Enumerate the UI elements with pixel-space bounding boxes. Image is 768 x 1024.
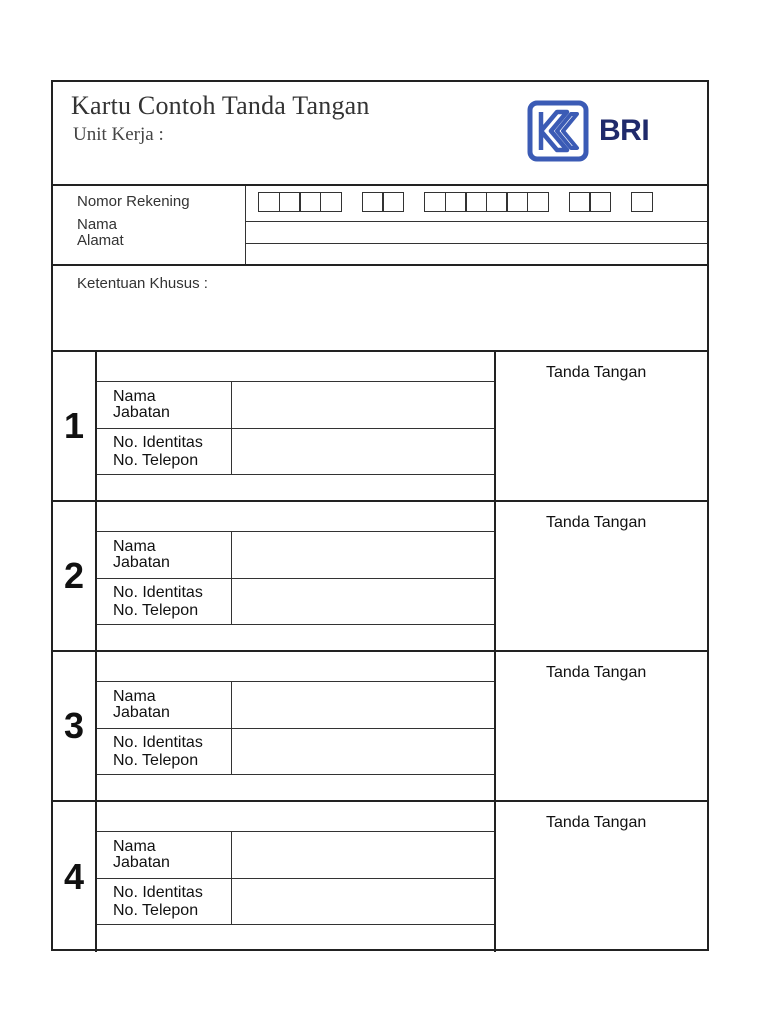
account-box-group[interactable] — [424, 192, 549, 212]
signature-box[interactable] — [496, 652, 707, 800]
signer-header-field[interactable] — [97, 652, 494, 682]
account-box-group[interactable] — [258, 192, 342, 212]
signature-label: Tanda Tangan — [546, 364, 647, 381]
signer-telepon-label: No. Telepon — [113, 602, 199, 619]
signer-section — [53, 352, 707, 502]
ketentuan-khusus-label: Ketentuan Khusus : — [77, 275, 208, 292]
signature-box[interactable] — [496, 502, 707, 650]
signer-details — [97, 802, 496, 952]
signer-number-cell — [53, 802, 97, 952]
signature-label: Tanda Tangan — [546, 814, 647, 831]
signer-details — [97, 352, 496, 500]
nama-label: Nama — [77, 216, 118, 233]
signer-details — [97, 502, 496, 650]
signer-nama-row — [97, 681, 494, 729]
signer-column-divider — [231, 531, 232, 624]
signer-identitas-row — [97, 428, 494, 475]
account-info-section — [53, 186, 707, 266]
signer-identitas-row — [97, 878, 494, 925]
signature-box[interactable] — [496, 352, 707, 500]
account-digit-box[interactable] — [589, 192, 611, 212]
signer-nama-row — [97, 381, 494, 429]
signer-number: 4 — [63, 856, 85, 897]
signer-number: 1 — [63, 405, 85, 446]
bri-logo-icon — [527, 100, 589, 162]
signer-identitas-label: No. Identitas — [113, 584, 203, 601]
account-box-group[interactable] — [631, 192, 653, 212]
signer-header-field[interactable] — [97, 802, 494, 832]
account-digit-box[interactable] — [320, 192, 342, 212]
account-box-group[interactable] — [362, 192, 405, 212]
bri-logo-text: BRI — [599, 114, 650, 147]
signer-column-divider — [231, 831, 232, 924]
signer-number: 2 — [63, 555, 85, 596]
signature-label: Tanda Tangan — [546, 514, 647, 531]
nama-line — [246, 221, 707, 222]
signer-identitas-label: No. Identitas — [113, 434, 203, 451]
signer-identitas-label: No. Identitas — [113, 884, 203, 901]
account-digit-box[interactable] — [258, 192, 280, 212]
signer-jabatan-label: Jabatan — [113, 554, 170, 571]
signer-number: 3 — [63, 705, 85, 746]
signature-box[interactable] — [496, 802, 707, 952]
account-digit-box[interactable] — [424, 192, 446, 212]
account-fields — [246, 186, 707, 264]
account-digit-box[interactable] — [299, 192, 321, 212]
signer-nama-label: Nama — [113, 538, 156, 555]
signer-number-cell — [53, 502, 97, 650]
signer-section — [53, 802, 707, 952]
card-header — [53, 82, 707, 186]
signer-nama-label: Nama — [113, 838, 156, 855]
signer-telepon-label: No. Telepon — [113, 902, 199, 919]
signer-identitas-row — [97, 728, 494, 775]
signer-jabatan-label: Jabatan — [113, 404, 170, 421]
signer-number-cell — [53, 352, 97, 500]
signer-section — [53, 652, 707, 802]
account-digit-box[interactable] — [362, 192, 384, 212]
bri-logo — [527, 100, 649, 162]
account-digit-box[interactable] — [506, 192, 528, 212]
signature-label: Tanda Tangan — [546, 664, 647, 681]
signer-section — [53, 502, 707, 652]
signer-telepon-label: No. Telepon — [113, 752, 199, 769]
account-digit-box[interactable] — [569, 192, 591, 212]
signer-jabatan-label: Jabatan — [113, 854, 170, 871]
signer-telepon-label: No. Telepon — [113, 452, 199, 469]
signer-nama-label: Nama — [113, 388, 156, 405]
ketentuan-khusus-section[interactable] — [53, 266, 707, 352]
signer-identitas-label: No. Identitas — [113, 734, 203, 751]
alamat-line — [246, 243, 707, 244]
signer-column-divider — [231, 381, 232, 474]
signers-section — [53, 352, 707, 953]
signer-nama-row — [97, 531, 494, 579]
unit-kerja-label: Unit Kerja : — [73, 124, 164, 145]
account-labels — [53, 186, 246, 264]
signer-header-field[interactable] — [97, 502, 494, 532]
account-digit-box[interactable] — [486, 192, 508, 212]
signature-card-form — [51, 80, 709, 951]
account-digit-box[interactable] — [465, 192, 487, 212]
account-digit-box[interactable] — [527, 192, 549, 212]
nomor-rekening-label: Nomor Rekening — [77, 193, 190, 210]
account-box-group[interactable] — [569, 192, 612, 212]
account-digit-box[interactable] — [382, 192, 404, 212]
form-title: Kartu Contoh Tanda Tangan — [71, 91, 370, 120]
account-number-boxes[interactable] — [258, 192, 653, 212]
signer-jabatan-label: Jabatan — [113, 704, 170, 721]
alamat-label: Alamat — [77, 232, 124, 249]
signer-nama-row — [97, 831, 494, 879]
signer-column-divider — [231, 681, 232, 774]
signer-number-cell — [53, 652, 97, 800]
account-digit-box[interactable] — [445, 192, 467, 212]
signer-identitas-row — [97, 578, 494, 625]
signer-details — [97, 652, 496, 800]
signer-header-field[interactable] — [97, 352, 494, 382]
signer-nama-label: Nama — [113, 688, 156, 705]
account-digit-box[interactable] — [631, 192, 653, 212]
account-digit-box[interactable] — [279, 192, 301, 212]
